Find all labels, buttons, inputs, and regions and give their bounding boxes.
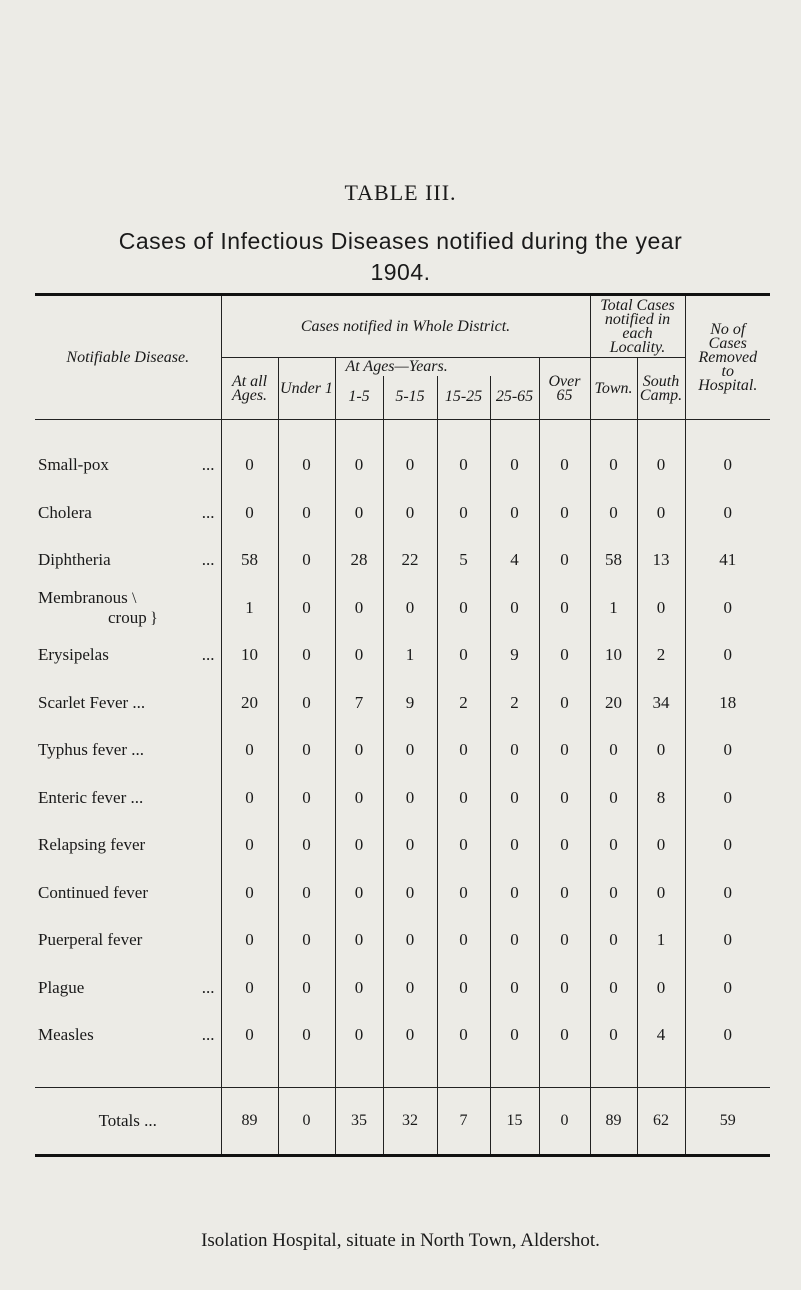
value-cell: 0 bbox=[383, 442, 437, 490]
disease-name bbox=[35, 632, 221, 680]
value-cell: 0 bbox=[685, 964, 770, 1012]
value-cell: 0 bbox=[637, 964, 685, 1012]
table-row bbox=[35, 869, 770, 917]
header-town: Town. bbox=[590, 358, 637, 420]
value-cell: 0 bbox=[590, 727, 637, 775]
value-cell: 7 bbox=[335, 679, 383, 727]
value-cell: 0 bbox=[383, 774, 437, 822]
value-cell: 0 bbox=[383, 822, 437, 870]
value-cell: 0 bbox=[437, 869, 490, 917]
value-cell: 0 bbox=[590, 442, 637, 490]
value-cell: 0 bbox=[383, 964, 437, 1012]
value-cell: 0 bbox=[490, 774, 539, 822]
value-cell: 0 bbox=[539, 442, 590, 490]
value-cell: 0 bbox=[278, 489, 335, 537]
value-cell: 0 bbox=[490, 1012, 539, 1060]
disease-name bbox=[35, 489, 221, 537]
value-cell: 0 bbox=[221, 822, 278, 870]
total-cell: 0 bbox=[539, 1088, 590, 1156]
table-body bbox=[35, 442, 770, 1060]
total-cell: 32 bbox=[383, 1088, 437, 1156]
disease-name-text: Erysipelas bbox=[38, 645, 109, 665]
value-cell: 0 bbox=[490, 869, 539, 917]
disease-name-text: Enteric fever ... bbox=[38, 787, 144, 807]
total-cell: 0 bbox=[278, 1088, 335, 1156]
disease-name-text: Scarlet Fever ... bbox=[38, 692, 146, 712]
total-cell: 15 bbox=[490, 1088, 539, 1156]
disease-name bbox=[35, 869, 221, 917]
value-cell: 10 bbox=[590, 632, 637, 680]
value-cell: 0 bbox=[278, 869, 335, 917]
table-number: TABLE III. bbox=[344, 180, 457, 205]
header-age-5-15: 5-15 bbox=[383, 376, 437, 420]
header-over-65: Over 65 bbox=[539, 358, 590, 420]
table-row bbox=[35, 489, 770, 537]
value-cell: 2 bbox=[637, 632, 685, 680]
value-cell: 0 bbox=[685, 917, 770, 965]
value-cell: 0 bbox=[278, 584, 335, 632]
value-cell: 0 bbox=[335, 489, 383, 537]
value-cell: 0 bbox=[590, 774, 637, 822]
header-removed: No of Cases Removed to Hospital. bbox=[685, 295, 770, 420]
value-cell: 28 bbox=[335, 537, 383, 585]
header-south-camp: South Camp. bbox=[637, 358, 685, 420]
header-under-1: Under 1 bbox=[278, 358, 335, 420]
value-cell: 0 bbox=[539, 489, 590, 537]
disease-name bbox=[35, 964, 221, 1012]
disease-name-text: Typhus fever ... bbox=[38, 740, 144, 760]
disease-name-text: Continued fever bbox=[38, 882, 148, 902]
table-row bbox=[35, 679, 770, 727]
header-age-15-25: 15-25 bbox=[437, 376, 490, 420]
value-cell: 0 bbox=[539, 679, 590, 727]
disease-name-text: Puerperal fever bbox=[38, 930, 143, 950]
value-cell: 0 bbox=[437, 964, 490, 1012]
header-locality: Total Cases notified in each Locality. bbox=[590, 295, 685, 358]
value-cell: 0 bbox=[685, 774, 770, 822]
value-cell: 10 bbox=[221, 632, 278, 680]
value-cell: 0 bbox=[539, 917, 590, 965]
value-cell: 0 bbox=[437, 442, 490, 490]
value-cell: 0 bbox=[335, 869, 383, 917]
header-disease: Notifiable Disease. bbox=[35, 295, 221, 420]
value-cell: 0 bbox=[437, 917, 490, 965]
value-cell: 0 bbox=[278, 442, 335, 490]
value-cell: 0 bbox=[383, 489, 437, 537]
value-cell: 0 bbox=[637, 727, 685, 775]
value-cell: 0 bbox=[335, 1012, 383, 1060]
value-cell: 58 bbox=[221, 537, 278, 585]
value-cell: 0 bbox=[539, 1012, 590, 1060]
value-cell: 0 bbox=[278, 917, 335, 965]
table-row bbox=[35, 632, 770, 680]
value-cell: 0 bbox=[539, 584, 590, 632]
header-at-ages: At Ages—Years. bbox=[335, 358, 539, 376]
value-cell: 0 bbox=[685, 1012, 770, 1060]
header-age-25-65: 25-65 bbox=[490, 376, 539, 420]
value-cell: 0 bbox=[539, 869, 590, 917]
value-cell: 0 bbox=[490, 917, 539, 965]
value-cell: 2 bbox=[437, 679, 490, 727]
disease-name bbox=[35, 537, 221, 585]
value-cell: 0 bbox=[437, 489, 490, 537]
value-cell: 0 bbox=[335, 774, 383, 822]
disease-name-text: Diphtheria bbox=[38, 550, 111, 570]
disease-name-text: Small-pox bbox=[38, 455, 109, 475]
value-cell: 0 bbox=[278, 537, 335, 585]
value-cell: 0 bbox=[590, 869, 637, 917]
value-cell: 0 bbox=[221, 489, 278, 537]
value-cell: 0 bbox=[278, 774, 335, 822]
disease-name: Membranous \ croup } bbox=[38, 587, 158, 627]
disease-name bbox=[35, 1012, 221, 1060]
value-cell: 9 bbox=[490, 632, 539, 680]
value-cell: 0 bbox=[490, 964, 539, 1012]
value-cell: 0 bbox=[335, 727, 383, 775]
value-cell: 0 bbox=[685, 822, 770, 870]
value-cell: 0 bbox=[637, 489, 685, 537]
disease-name bbox=[35, 774, 221, 822]
value-cell: 0 bbox=[685, 869, 770, 917]
table-row bbox=[35, 917, 770, 965]
value-cell: 0 bbox=[437, 822, 490, 870]
value-cell: 0 bbox=[383, 869, 437, 917]
value-cell: 0 bbox=[278, 822, 335, 870]
value-cell: 5 bbox=[437, 537, 490, 585]
header-all-ages: At all Ages. bbox=[221, 358, 278, 420]
value-cell: 0 bbox=[437, 727, 490, 775]
value-cell: 0 bbox=[437, 632, 490, 680]
value-cell: 0 bbox=[637, 442, 685, 490]
footer-note: Isolation Hospital, situate in North Town, Aldershot. bbox=[201, 1230, 600, 1251]
table-row bbox=[35, 727, 770, 775]
value-cell: 0 bbox=[383, 584, 437, 632]
total-cell: 7 bbox=[437, 1088, 490, 1156]
header-whole-district: Cases notified in Whole District. bbox=[221, 295, 590, 358]
value-cell: 0 bbox=[335, 917, 383, 965]
diseases-table bbox=[35, 293, 770, 1157]
table-row bbox=[35, 537, 770, 585]
value-cell: 0 bbox=[685, 632, 770, 680]
value-cell: 0 bbox=[490, 442, 539, 490]
value-cell: 0 bbox=[539, 964, 590, 1012]
leader-dots: ... bbox=[201, 550, 215, 570]
value-cell: 0 bbox=[539, 727, 590, 775]
value-cell: 58 bbox=[590, 537, 637, 585]
disease-name-line-2: croup bbox=[108, 607, 147, 627]
table-row bbox=[35, 584, 770, 632]
value-cell: 0 bbox=[335, 442, 383, 490]
value-cell: 1 bbox=[221, 584, 278, 632]
value-cell: 0 bbox=[221, 869, 278, 917]
value-cell: 41 bbox=[685, 537, 770, 585]
value-cell: 0 bbox=[539, 774, 590, 822]
value-cell: 0 bbox=[590, 489, 637, 537]
value-cell: 0 bbox=[335, 822, 383, 870]
value-cell: 0 bbox=[685, 489, 770, 537]
value-cell: 0 bbox=[335, 964, 383, 1012]
value-cell: 0 bbox=[637, 584, 685, 632]
value-cell: 0 bbox=[221, 727, 278, 775]
value-cell: 0 bbox=[490, 584, 539, 632]
value-cell: 0 bbox=[383, 1012, 437, 1060]
value-cell: 0 bbox=[685, 442, 770, 490]
value-cell: 18 bbox=[685, 679, 770, 727]
value-cell: 1 bbox=[590, 584, 637, 632]
table-row bbox=[35, 964, 770, 1012]
leader-dots: ... bbox=[201, 502, 215, 522]
table-row bbox=[35, 774, 770, 822]
value-cell: 0 bbox=[490, 822, 539, 870]
value-cell: 0 bbox=[539, 632, 590, 680]
leader-dots: ... bbox=[201, 977, 215, 997]
value-cell: 0 bbox=[383, 917, 437, 965]
value-cell: 0 bbox=[590, 822, 637, 870]
value-cell: 0 bbox=[437, 774, 490, 822]
totals-label: Totals ... bbox=[35, 1088, 221, 1156]
disease-name-line-1: Membranous bbox=[38, 587, 128, 607]
value-cell: 0 bbox=[335, 632, 383, 680]
value-cell: 8 bbox=[637, 774, 685, 822]
table-row bbox=[35, 822, 770, 870]
value-cell: 0 bbox=[490, 727, 539, 775]
value-cell: 0 bbox=[637, 822, 685, 870]
disease-name bbox=[35, 822, 221, 870]
value-cell: 0 bbox=[685, 584, 770, 632]
value-cell: 0 bbox=[221, 917, 278, 965]
value-cell: 0 bbox=[437, 584, 490, 632]
disease-name bbox=[35, 917, 221, 965]
total-cell: 59 bbox=[685, 1088, 770, 1156]
leader-dots: ... bbox=[201, 455, 215, 475]
value-cell: 0 bbox=[221, 774, 278, 822]
value-cell: 13 bbox=[637, 537, 685, 585]
total-cell: 35 bbox=[335, 1088, 383, 1156]
value-cell: 0 bbox=[637, 869, 685, 917]
disease-name-text: Measles bbox=[38, 1025, 94, 1045]
page-title bbox=[30, 226, 771, 288]
total-cell: 89 bbox=[221, 1088, 278, 1156]
header-age-1-5: 1-5 bbox=[335, 376, 383, 420]
value-cell: 0 bbox=[335, 584, 383, 632]
value-cell: 0 bbox=[221, 442, 278, 490]
value-cell: 1 bbox=[637, 917, 685, 965]
value-cell: 1 bbox=[383, 632, 437, 680]
value-cell: 9 bbox=[383, 679, 437, 727]
disease-name bbox=[35, 679, 221, 727]
value-cell: 0 bbox=[278, 727, 335, 775]
value-cell: 20 bbox=[221, 679, 278, 727]
disease-name-text: Relapsing fever bbox=[38, 835, 146, 855]
total-cell: 89 bbox=[590, 1088, 637, 1156]
table-row bbox=[35, 442, 770, 490]
value-cell: 0 bbox=[437, 1012, 490, 1060]
value-cell: 0 bbox=[221, 964, 278, 1012]
value-cell: 0 bbox=[539, 822, 590, 870]
value-cell: 20 bbox=[590, 679, 637, 727]
totals-row bbox=[35, 1088, 770, 1156]
leader-dots: ... bbox=[201, 1025, 215, 1045]
value-cell: 0 bbox=[590, 964, 637, 1012]
value-cell: 4 bbox=[490, 537, 539, 585]
value-cell: 4 bbox=[637, 1012, 685, 1060]
value-cell: 0 bbox=[490, 489, 539, 537]
title-line-2: 1904. bbox=[370, 259, 431, 285]
value-cell: 0 bbox=[278, 964, 335, 1012]
value-cell: 0 bbox=[278, 632, 335, 680]
value-cell: 2 bbox=[490, 679, 539, 727]
value-cell: 0 bbox=[383, 727, 437, 775]
value-cell: 0 bbox=[278, 1012, 335, 1060]
value-cell: 0 bbox=[685, 727, 770, 775]
value-cell: 34 bbox=[637, 679, 685, 727]
table-row bbox=[35, 1012, 770, 1060]
disease-name-text: Plague bbox=[38, 977, 85, 997]
value-cell: 0 bbox=[539, 537, 590, 585]
value-cell: 0 bbox=[221, 1012, 278, 1060]
title-line-1: Cases of Infectious Diseases notified during the year bbox=[118, 228, 683, 254]
disease-name bbox=[35, 727, 221, 775]
disease-name-text: Cholera bbox=[38, 502, 92, 522]
leader-dots: ... bbox=[201, 645, 215, 665]
total-cell: 62 bbox=[637, 1088, 685, 1156]
value-cell: 0 bbox=[590, 1012, 637, 1060]
value-cell: 22 bbox=[383, 537, 437, 585]
value-cell: 0 bbox=[278, 679, 335, 727]
disease-name bbox=[35, 442, 221, 490]
value-cell: 0 bbox=[590, 917, 637, 965]
